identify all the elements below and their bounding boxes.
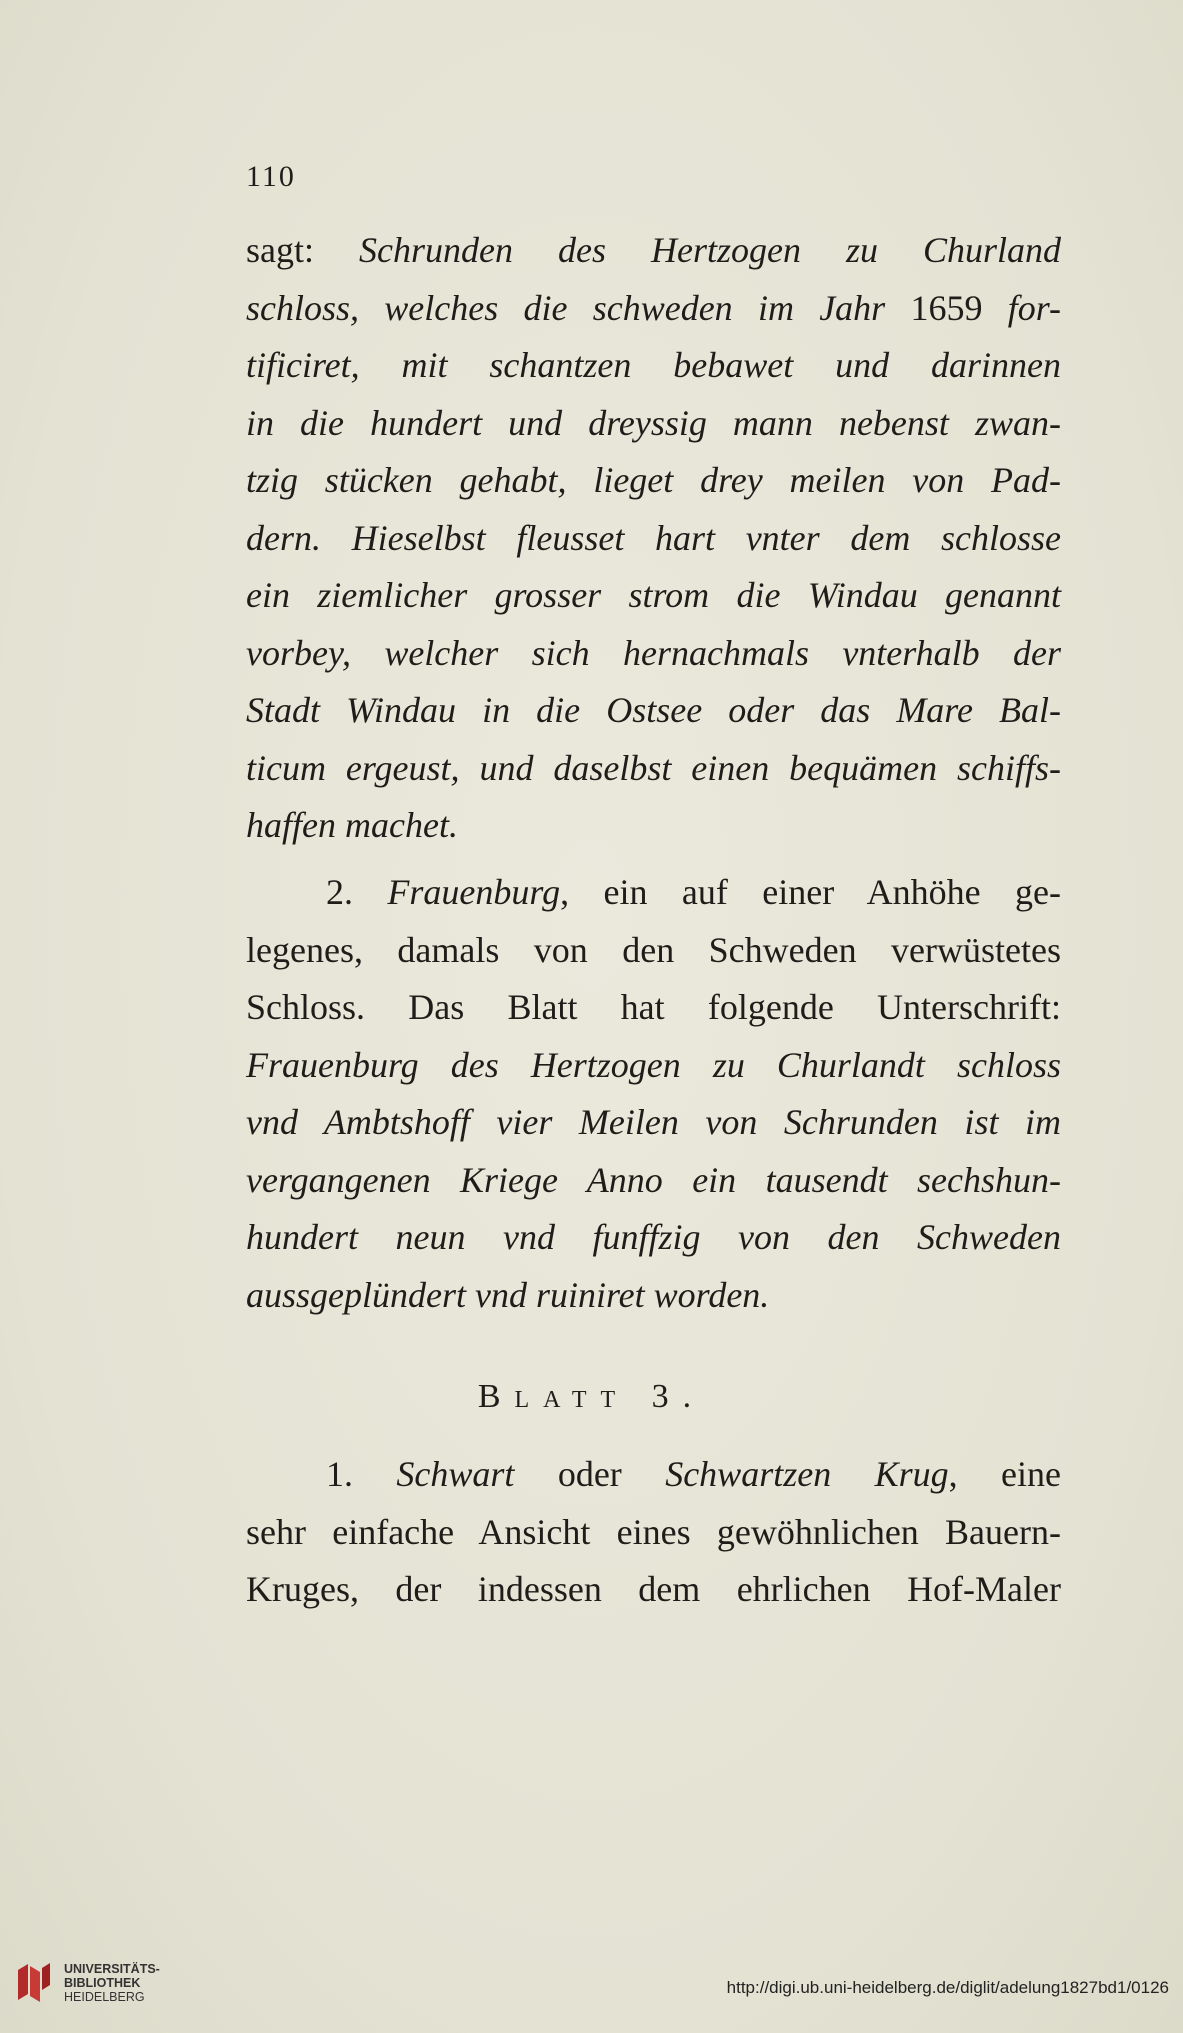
text-segment: legenes, damals von den Schweden verwüstetes [246, 929, 1061, 970]
text-line [246, 452, 1061, 510]
text-segment: tzig stücken gehabt, lieget drey meilen von Pad- [246, 460, 1061, 500]
text-segment: Stadt Windau in die Ostsee oder das Mare Bal- [246, 690, 1061, 730]
text-line [246, 740, 1061, 798]
library-logo [14, 1960, 160, 2006]
text-line [246, 1446, 1061, 1504]
text-segment: for- [982, 287, 1061, 328]
text-segment: Schwartzen Krug [665, 1454, 949, 1494]
text-segment: Schrunden des Hertzogen zu Churland [359, 230, 1061, 270]
text-segment: vergangenen Kriege Anno ein tausendt sechshun- [246, 1159, 1061, 1200]
paragraph-schrunden [246, 222, 1061, 855]
logo-line-1: UNIVERSITÄTS- [64, 1962, 160, 1976]
text-segment: sagt: [246, 230, 359, 270]
text-line [246, 1037, 1061, 1095]
text-segment: 1. [326, 1454, 397, 1494]
text-segment: sehr einfache Ansicht eines gewöhnlichen Bauern- [246, 1511, 1061, 1552]
text-segment: Kruges, der indessen dem ehrlichen Hof-Maler [246, 1569, 1061, 1609]
text-segment: Schwart [396, 1454, 515, 1494]
text-line [246, 1209, 1061, 1267]
text-line [246, 864, 1061, 922]
text-line [246, 797, 1061, 855]
text-segment: , ein auf einer Anhöhe ge- [560, 872, 1061, 912]
text-segment: Schloss. Das Blatt hat folgende Unterschrift: [246, 987, 1061, 1027]
text-line [246, 1152, 1061, 1210]
library-logo-icon [14, 1960, 54, 2006]
text-line [246, 922, 1061, 980]
text-segment: vnd Ambtshoff vier Meilen von Schrunden ist im [246, 1102, 1061, 1142]
text-line [246, 280, 1061, 338]
logo-line-2: BIBLIOTHEK [64, 1976, 141, 1990]
text-segment: vorbey, welcher sich hernachmals vnterhalb der [246, 632, 1061, 673]
text-segment: haffen machet. [246, 805, 458, 845]
text-segment: oder [514, 1454, 666, 1494]
text-line [246, 1094, 1061, 1152]
text-segment: ticum ergeust, und daselbst einen bequämen schiffs- [246, 747, 1061, 788]
text-segment: in die hundert und dreyssig mann nebenst zwan- [246, 402, 1061, 443]
text-line [246, 567, 1061, 625]
text-segment: 1659 [910, 287, 983, 328]
text-line [246, 510, 1061, 568]
text-segment: Frauenburg des Hertzogen zu Churlandt schloss [246, 1044, 1061, 1085]
text-line [246, 222, 1061, 280]
text-segment: hundert neun vnd funffzig von den Schweden [246, 1217, 1061, 1257]
text-line [246, 979, 1061, 1037]
text-line [246, 395, 1061, 453]
text-segment: Frauenburg [387, 872, 561, 912]
footer [0, 1930, 1183, 2033]
text-segment: schloss, welches die schweden im Jahr [246, 287, 911, 328]
text-segment: aussgeplündert vnd ruiniret worden. [246, 1274, 770, 1315]
source-url[interactable]: http://digi.ub.uni-heidelberg.de/diglit/adelung1827bd1/0126 [726, 1978, 1169, 1997]
text-line [246, 1267, 1061, 1325]
text-segment: tificiret, mit schantzen bebawet und darinnen [246, 345, 1061, 385]
text-segment: dern. Hieselbst fleusset hart vnter dem schlosse [246, 517, 1061, 558]
text-segment: ein ziemlicher grosser strom die Windau genannt [246, 575, 1061, 615]
paragraph-frauenburg [246, 864, 1061, 1324]
text-line [246, 337, 1061, 395]
text-line [246, 682, 1061, 740]
page-number: 110 [246, 160, 296, 193]
text-line [246, 1561, 1061, 1619]
section-heading: Blatt 3. [477, 1378, 706, 1415]
text-line [246, 625, 1061, 683]
text-line [246, 1504, 1061, 1562]
paragraph-schwartzen-krug [246, 1446, 1061, 1619]
text-segment: 2. [326, 872, 388, 912]
logo-line-3: HEIDELBERG [64, 1990, 145, 2004]
text-segment: , eine [948, 1454, 1061, 1494]
